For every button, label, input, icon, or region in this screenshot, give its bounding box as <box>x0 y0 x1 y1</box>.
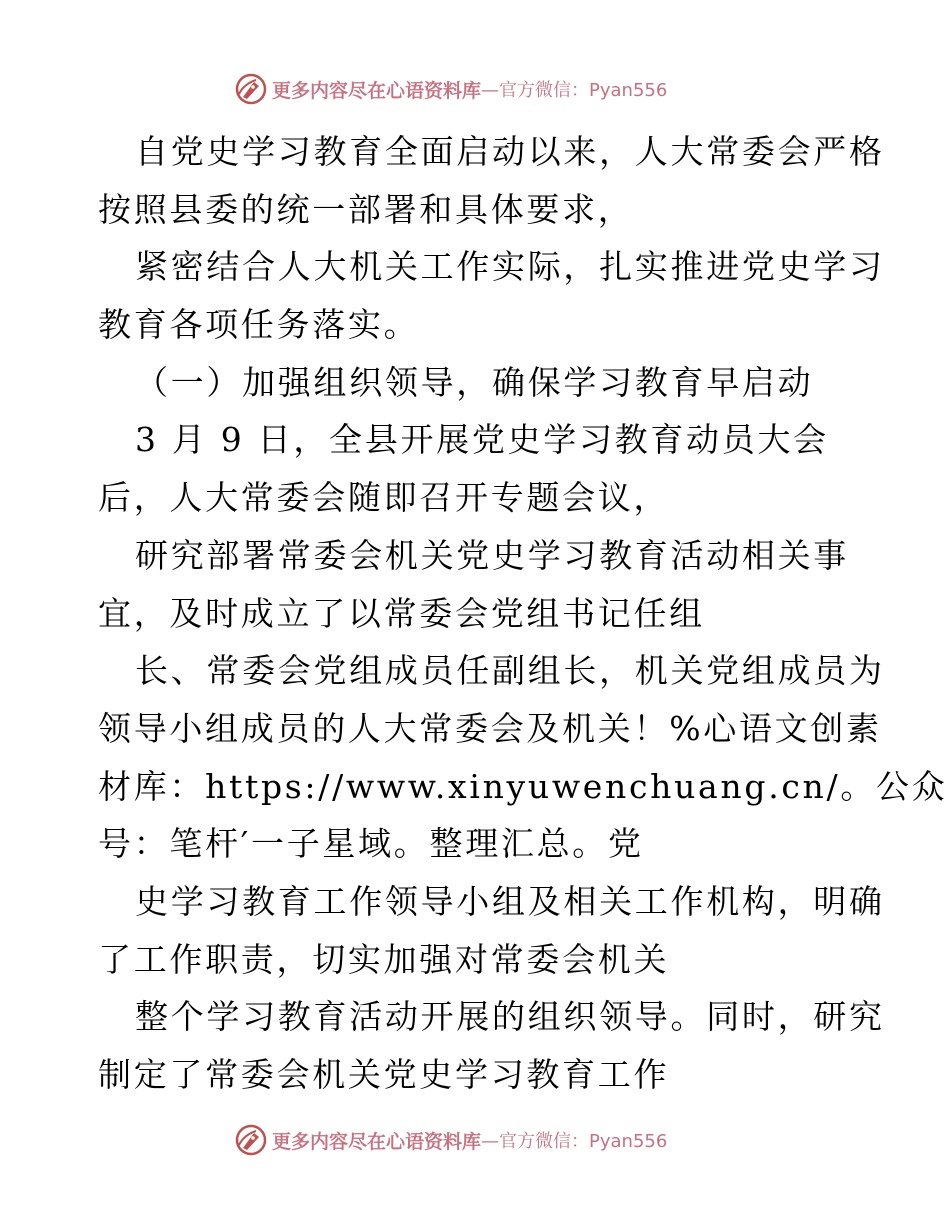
text-line: 制定了常委会机关党史学习教育工作 <box>98 1055 670 1094</box>
watermark-main-text: 更多内容尽在心语资料库 <box>272 79 482 102</box>
section-heading: （一）加强组织领导，确保学习教育早启动 <box>135 362 814 402</box>
text-line: 教育各项任务落实。 <box>98 305 420 345</box>
text-line: 紧密结合人大机关工作实际，扎实推进党史学习 <box>135 247 885 287</box>
text-line: 领导小组成员的人大常委会及机关！%心语文创素 <box>98 708 882 748</box>
text-line: 材库：https://www.xinyuwenchuang.cn/。公众 <box>98 766 948 806</box>
text-line: 长、常委会党组成员任副组长，机关党组成员为 <box>135 651 885 691</box>
watermark-wechat-text: —官方微信：Pyan556 <box>481 80 668 101</box>
text-line: 宜，及时成立了以常委会党组书记任组 <box>98 593 705 633</box>
watermark-main-text: 更多内容尽在心语资料库 <box>272 1130 482 1153</box>
text-line: 整个学习教育活动开展的组织领导。同时，研究 <box>135 997 885 1037</box>
pen-nib-logo-icon <box>234 1123 268 1157</box>
header-watermark-banner <box>234 72 667 106</box>
text-line: 3 月 9 日，全县开展党史学习教育动员大会 <box>135 420 829 460</box>
document-body <box>98 123 948 1104</box>
text-line: 号：笔杆′一子星域。整理汇总。党 <box>98 824 644 864</box>
text-line: 史学习教育工作领导小组及相关工作机构，明确 <box>135 881 885 921</box>
footer-watermark-banner <box>234 1123 667 1157</box>
text-line: 了工作职责，切实加强对常委会机关 <box>98 939 670 979</box>
text-line: 研究部署常委会机关党史学习教育活动相关事 <box>135 535 849 575</box>
text-line: 自党史学习教育全面启动以来，人大常委会严格 <box>135 132 885 171</box>
pen-nib-logo-icon <box>234 72 268 106</box>
text-line: 按照县委的统一部署和具体要求， <box>98 189 634 229</box>
text-line: 后，人大常委会随即召开专题会议， <box>98 478 670 518</box>
watermark-wechat-text: —官方微信：Pyan556 <box>481 1131 668 1152</box>
